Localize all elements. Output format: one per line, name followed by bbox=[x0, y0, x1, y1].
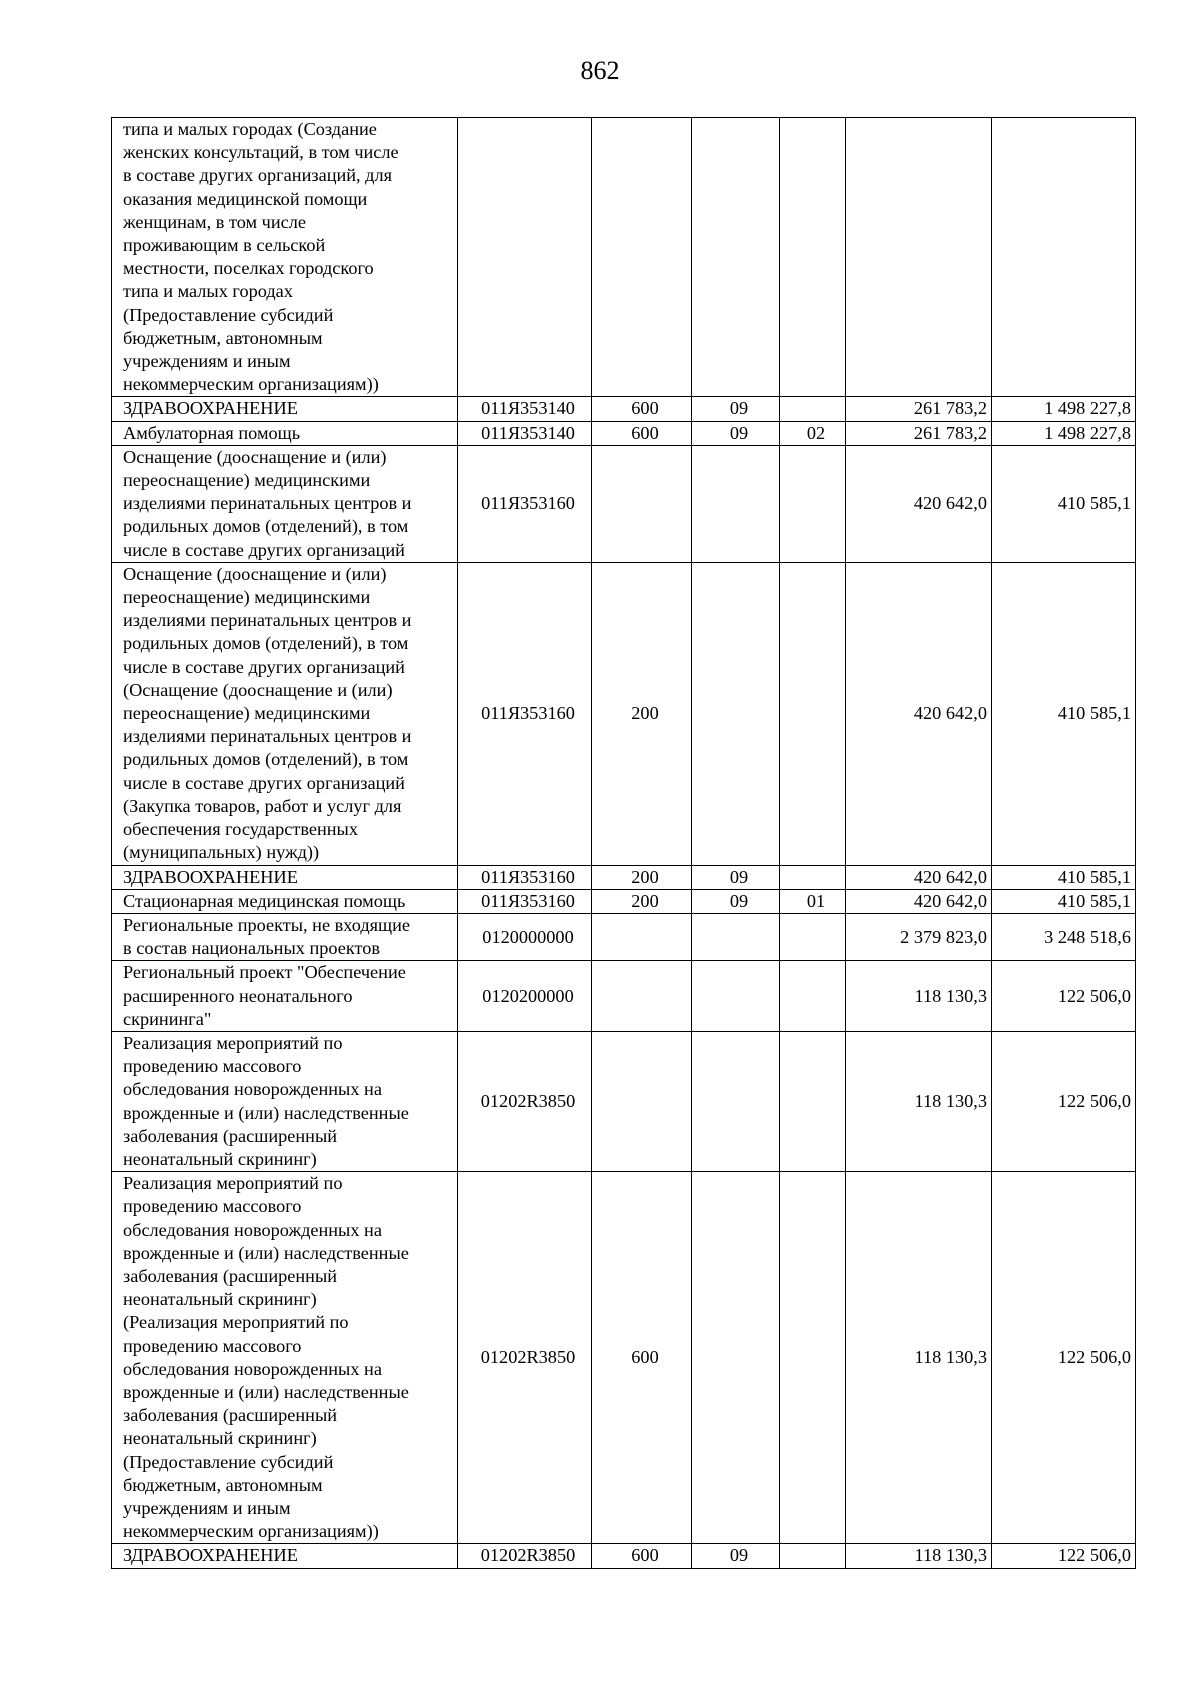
amount-year2-cell: 122 506,0 bbox=[992, 1031, 1136, 1171]
table-row bbox=[112, 397, 1136, 421]
section-cell: 09 bbox=[692, 889, 780, 913]
subsection-cell bbox=[780, 445, 846, 562]
subsection-cell bbox=[780, 1031, 846, 1171]
amount-year1-cell: 420 642,0 bbox=[846, 445, 992, 562]
row-name-cell: Оснащение (дооснащение и (или) переоснащение) медицинскими изделиями перинатальных центров и родильных домов (отделений), в том числе в составе других организаций (Оснащение (дооснащение и (или) переоснащение) медицинскими изделиями перинатальных центров и родильных домов (отделений), в том числе в составе других организаций (Закупка товаров, работ и услуг для обеспечения государственных (муниципальных) нужд)) bbox=[112, 562, 458, 865]
expense-type-cell bbox=[592, 445, 692, 562]
subsection-cell bbox=[780, 562, 846, 865]
target-article-cell: 011Я353140 bbox=[458, 397, 592, 421]
expense-type-cell: 200 bbox=[592, 889, 692, 913]
table-row bbox=[112, 1031, 1136, 1171]
target-article-cell: 01202R3850 bbox=[458, 1544, 592, 1568]
page-number: 862 bbox=[580, 56, 620, 85]
expense-type-cell bbox=[592, 1031, 692, 1171]
expense-type-cell bbox=[592, 118, 692, 397]
subsection-cell bbox=[780, 1172, 846, 1544]
subsection-cell: 01 bbox=[780, 889, 846, 913]
target-article-cell: 011Я353160 bbox=[458, 889, 592, 913]
section-cell: 09 bbox=[692, 1544, 780, 1568]
target-article-cell: 011Я353160 bbox=[458, 562, 592, 865]
amount-year2-cell bbox=[992, 118, 1136, 397]
subsection-cell bbox=[780, 865, 846, 889]
target-article-cell: 01202R3850 bbox=[458, 1031, 592, 1171]
amount-year2-cell: 410 585,1 bbox=[992, 889, 1136, 913]
amount-year2-cell: 1 498 227,8 bbox=[992, 421, 1136, 445]
target-article-cell: 0120000000 bbox=[458, 913, 592, 960]
expense-type-cell bbox=[592, 913, 692, 960]
amount-year1-cell: 118 130,3 bbox=[846, 1544, 992, 1568]
table-row bbox=[112, 865, 1136, 889]
target-article-cell: 01202R3850 bbox=[458, 1172, 592, 1544]
section-cell bbox=[692, 562, 780, 865]
amount-year2-cell: 122 506,0 bbox=[992, 1544, 1136, 1568]
section-cell: 09 bbox=[692, 397, 780, 421]
subsection-cell bbox=[780, 913, 846, 960]
section-cell bbox=[692, 913, 780, 960]
amount-year1-cell: 261 783,2 bbox=[846, 421, 992, 445]
amount-year2-cell: 410 585,1 bbox=[992, 562, 1136, 865]
amount-year2-cell: 410 585,1 bbox=[992, 865, 1136, 889]
amount-year2-cell: 3 248 518,6 bbox=[992, 913, 1136, 960]
target-article-cell: 011Я353160 bbox=[458, 865, 592, 889]
section-cell bbox=[692, 1031, 780, 1171]
section-cell bbox=[692, 445, 780, 562]
amount-year2-cell: 1 498 227,8 bbox=[992, 397, 1136, 421]
amount-year1-cell: 420 642,0 bbox=[846, 562, 992, 865]
row-name-cell: Региональные проекты, не входящие в состав национальных проектов bbox=[112, 913, 458, 960]
expense-type-cell: 200 bbox=[592, 562, 692, 865]
row-name-cell: ЗДРАВООХРАНЕНИЕ bbox=[112, 397, 458, 421]
target-article-cell: 011Я353160 bbox=[458, 445, 592, 562]
table-row bbox=[112, 118, 1136, 397]
section-cell bbox=[692, 961, 780, 1032]
table-row bbox=[112, 961, 1136, 1032]
row-name-cell: Оснащение (дооснащение и (или) переоснащение) медицинскими изделиями перинатальных центров и родильных домов (отделений), в том числе в составе других организаций bbox=[112, 445, 458, 562]
row-name-cell: Реализация мероприятий по проведению массового обследования новорожденных на врожденные и (или) наследственные заболевания (расширенный неонатальный скрининг) bbox=[112, 1031, 458, 1171]
subsection-cell bbox=[780, 118, 846, 397]
subsection-cell: 02 bbox=[780, 421, 846, 445]
budget-table bbox=[111, 117, 1136, 1569]
amount-year1-cell: 420 642,0 bbox=[846, 889, 992, 913]
row-name-cell: Реализация мероприятий по проведению массового обследования новорожденных на врожденные и (или) наследственные заболевания (расширенный неонатальный скрининг) (Реализация мероприятий по проведению массового обследования новорожденных на врожденные и (или) наследственные заболевания (расширенный неонатальный скрининг) (Предоставление субсидий бюджетным, автономным учреждениям и иным некоммерческим организациям)) bbox=[112, 1172, 458, 1544]
table-row bbox=[112, 421, 1136, 445]
table-row bbox=[112, 445, 1136, 562]
table-row bbox=[112, 1544, 1136, 1568]
amount-year2-cell: 122 506,0 bbox=[992, 961, 1136, 1032]
amount-year1-cell: 420 642,0 bbox=[846, 865, 992, 889]
amount-year1-cell: 2 379 823,0 bbox=[846, 913, 992, 960]
amount-year1-cell: 261 783,2 bbox=[846, 397, 992, 421]
subsection-cell bbox=[780, 1544, 846, 1568]
section-cell bbox=[692, 118, 780, 397]
expense-type-cell: 600 bbox=[592, 421, 692, 445]
amount-year2-cell: 122 506,0 bbox=[992, 1172, 1136, 1544]
expense-type-cell: 600 bbox=[592, 1544, 692, 1568]
expense-type-cell: 600 bbox=[592, 1172, 692, 1544]
subsection-cell bbox=[780, 397, 846, 421]
target-article-cell bbox=[458, 118, 592, 397]
section-cell bbox=[692, 1172, 780, 1544]
row-name-cell: ЗДРАВООХРАНЕНИЕ bbox=[112, 865, 458, 889]
section-cell: 09 bbox=[692, 421, 780, 445]
target-article-cell: 0120200000 bbox=[458, 961, 592, 1032]
row-name-cell: Амбулаторная помощь bbox=[112, 421, 458, 445]
row-name-cell: ЗДРАВООХРАНЕНИЕ bbox=[112, 1544, 458, 1568]
target-article-cell: 011Я353140 bbox=[458, 421, 592, 445]
subsection-cell bbox=[780, 961, 846, 1032]
expense-type-cell: 600 bbox=[592, 397, 692, 421]
amount-year1-cell: 118 130,3 bbox=[846, 1172, 992, 1544]
table-row bbox=[112, 562, 1136, 865]
section-cell: 09 bbox=[692, 865, 780, 889]
row-name-cell: типа и малых городах (Создание женских консультаций, в том числе в составе других организаций, для оказания медицинской помощи женщинам, в том числе проживающим в сельской местности, поселках городского типа и малых городах (Предоставление субсидий бюджетным, автономным учреждениям и иным некоммерческим организациям)) bbox=[112, 118, 458, 397]
row-name-cell: Стационарная медицинская помощь bbox=[112, 889, 458, 913]
expense-type-cell bbox=[592, 961, 692, 1032]
amount-year1-cell: 118 130,3 bbox=[846, 1031, 992, 1171]
amount-year2-cell: 410 585,1 bbox=[992, 445, 1136, 562]
row-name-cell: Региональный проект "Обеспечение расширенного неонатального скрининга" bbox=[112, 961, 458, 1032]
table-row bbox=[112, 1172, 1136, 1544]
table-row bbox=[112, 913, 1136, 960]
table-row bbox=[112, 889, 1136, 913]
amount-year1-cell: 118 130,3 bbox=[846, 961, 992, 1032]
amount-year1-cell bbox=[846, 118, 992, 397]
expense-type-cell: 200 bbox=[592, 865, 692, 889]
